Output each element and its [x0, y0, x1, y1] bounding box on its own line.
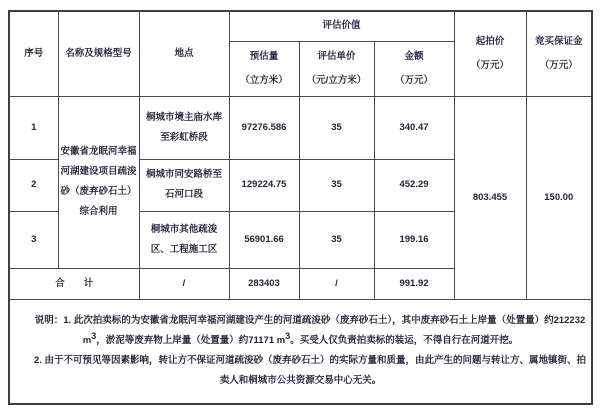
header-unit-price: [299, 41, 374, 96]
header-start-price-line1: 起拍价: [475, 36, 505, 48]
notes-row: [9, 299, 592, 404]
note-1-text: 说明：1. 此次拍卖标的为安徽省龙眠河幸福河湖建设产生的河道疏浚砂（废弃砂石土），其中废弃砂石土上岸量（处置量）约212232m: [34, 315, 586, 347]
spacer: [457, 47, 524, 61]
total-amount: 991.92: [374, 268, 454, 299]
cell-deposit: 150.00: [526, 96, 592, 299]
header-amount-line1: 金额: [404, 51, 424, 62]
cell-serial-no: 2: [9, 159, 58, 211]
cell-serial-no: 1: [9, 96, 58, 159]
cell-estimated-qty: 56901.66: [229, 211, 299, 268]
notes-section: [9, 299, 592, 404]
total-label: 合 计: [9, 268, 139, 299]
spacer: [232, 62, 297, 76]
header-unit-price-line2: （元/立方米）: [306, 74, 367, 86]
header-item-name: 名称及规格型号: [58, 11, 139, 96]
total-estimated-qty: 283403: [229, 268, 299, 299]
header-amount-line2: （万元）: [395, 74, 434, 86]
cell-unit-price: 35: [299, 96, 374, 159]
cell-location: 桐城市同安路桥至石河口段: [139, 159, 229, 211]
note-2: 2. 由于不可预见等因素影响，转让方不保证河道疏浚砂（废弃砂石土）的实际方量和质量，由此产生的问题与转让方、属地镇街、拍卖人和桐城市公共资源交易中心无关。: [33, 355, 587, 387]
header-start-price: [454, 11, 526, 96]
header-eval-value-group: 评估价值: [229, 11, 454, 41]
note-1-superscript: 3: [285, 331, 291, 342]
header-serial-no: 序号: [9, 11, 58, 96]
header-location: 地点: [139, 11, 229, 96]
table-row-1: [9, 96, 592, 159]
cell-amount: 340.47: [374, 96, 454, 159]
header-deposit: [526, 11, 592, 96]
cell-amount: 452.29: [374, 159, 454, 211]
header-unit-price-line1: 评估单价: [317, 51, 356, 62]
total-location: /: [139, 268, 229, 299]
spacer: [529, 47, 590, 61]
cell-unit-price: 35: [299, 211, 374, 268]
header-estimated-qty-line2: （立方米）: [240, 74, 288, 86]
cell-location: 桐城市其他疏浚区、工程施工区: [139, 211, 229, 268]
total-unit-price: /: [299, 268, 374, 299]
cell-location: 桐城市境主庙水库至彩虹桥段: [139, 96, 229, 159]
header-amount: [374, 41, 454, 96]
spacer: [302, 62, 372, 76]
cell-serial-no: 3: [9, 211, 58, 268]
header-estimated-qty-line1: 预估量: [249, 51, 279, 62]
cell-start-price: 803.455: [454, 96, 526, 299]
spacer: [377, 62, 452, 76]
cell-amount: 199.16: [374, 211, 454, 268]
note-1: [12, 311, 589, 351]
note-1-superscript: 3: [91, 331, 97, 342]
cell-estimated-qty: 129224.75: [229, 159, 299, 211]
cell-item-name: 安徽省龙眠河幸福河湖建设项目疏浚砂（废弃砂石土）综合利用: [58, 96, 139, 268]
note-1-text: ，淤泥等废弃物上岸量（处置量）约71171 m: [96, 335, 286, 347]
header-row-1: [9, 11, 592, 41]
cell-unit-price: 35: [299, 159, 374, 211]
evaluation-table: [8, 10, 593, 405]
header-start-price-line2: （万元）: [471, 59, 510, 71]
header-deposit-line1: 竞买保证金: [535, 36, 583, 48]
header-estimated-qty: [229, 41, 299, 96]
cell-estimated-qty: 97276.586: [229, 96, 299, 159]
header-deposit-line2: （万元）: [539, 59, 578, 71]
note-1-text: 。买受人仅负责拍卖标的装运，不得自行在河道开挖。: [290, 335, 519, 347]
